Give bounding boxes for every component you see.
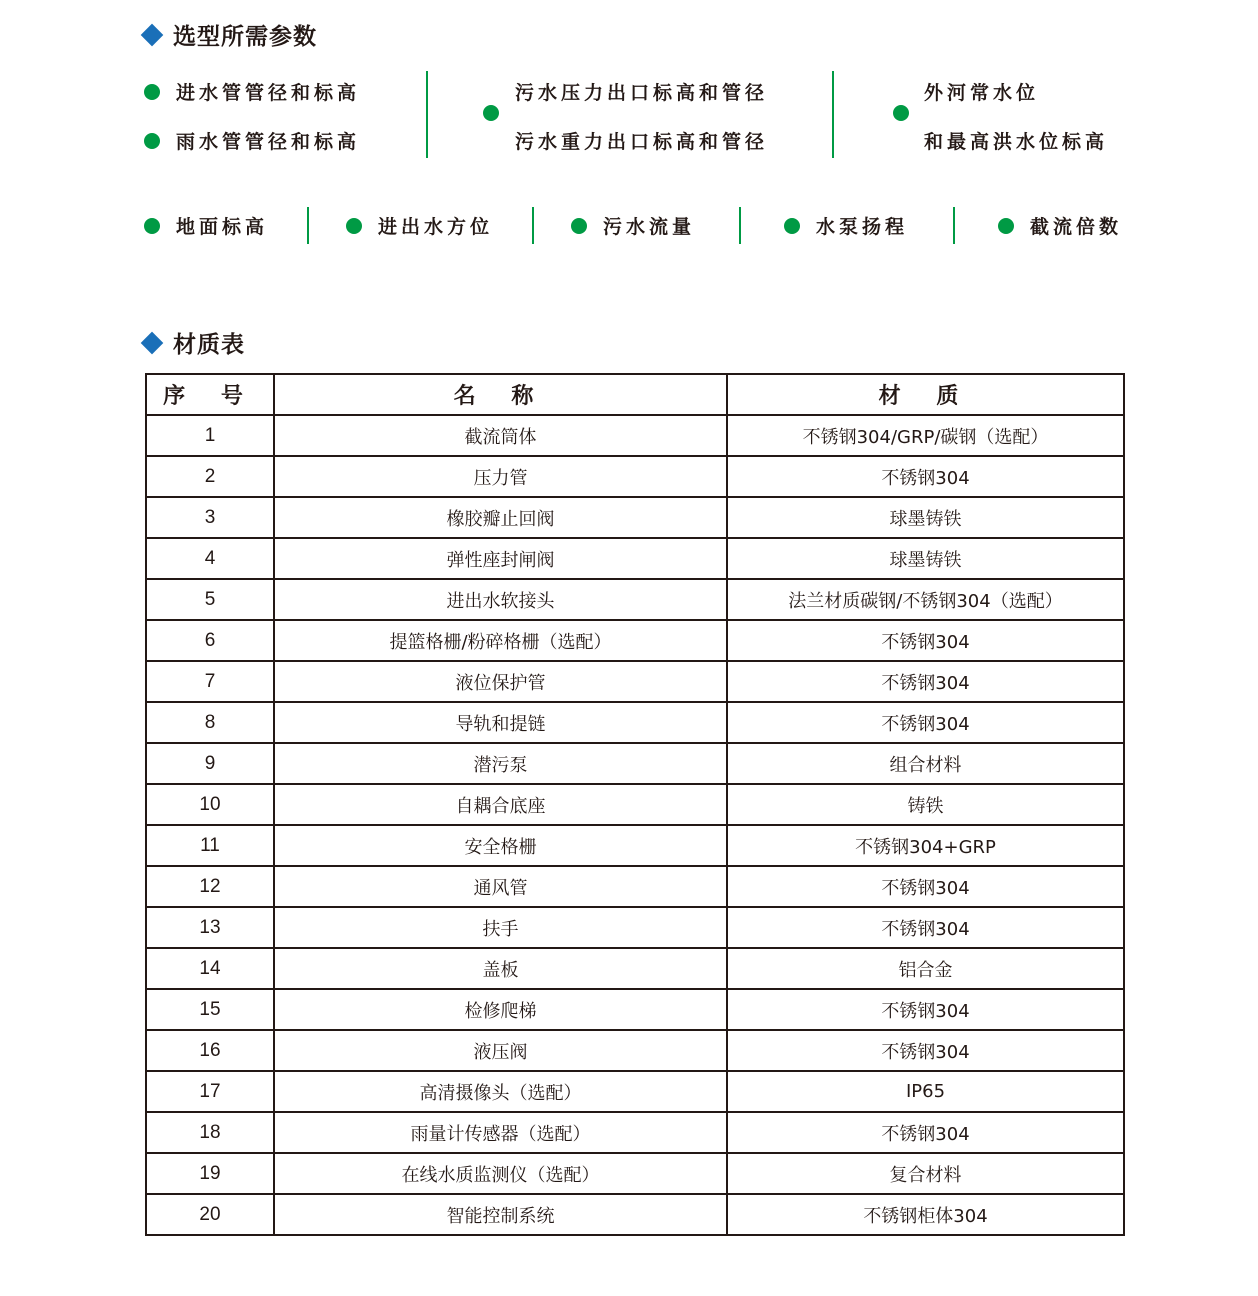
table-row (146, 866, 1124, 907)
cell-material: 法兰材质碳钢/不锈钢304（选配） (727, 579, 1124, 620)
param-label: 地面标高 (176, 216, 269, 238)
cell-name: 液压阀 (274, 1030, 727, 1071)
section-title-params (140, 18, 317, 51)
param-label: 外河常水位 (924, 82, 1040, 104)
param-label: 水泵扬程 (816, 216, 909, 238)
cell-no: 17 (146, 1071, 274, 1112)
cell-no: 18 (146, 1112, 274, 1153)
cell-name: 导轨和提链 (274, 702, 727, 743)
param-item (784, 212, 908, 239)
cell-name: 高清摄像头（选配） (274, 1071, 727, 1112)
param-item (571, 212, 695, 239)
table-row (146, 825, 1124, 866)
cell-no: 16 (146, 1030, 274, 1071)
table-row (146, 1112, 1124, 1153)
cell-material: 铝合金 (727, 948, 1124, 989)
table-row (146, 1030, 1124, 1071)
cell-no: 6 (146, 620, 274, 661)
cell-material: 组合材料 (727, 743, 1124, 784)
cell-no: 8 (146, 702, 274, 743)
cell-no: 15 (146, 989, 274, 1030)
cell-name: 截流筒体 (274, 415, 727, 456)
table-row (146, 907, 1124, 948)
cell-no: 12 (146, 866, 274, 907)
cell-no: 5 (146, 579, 274, 620)
green-dot-icon (784, 218, 800, 234)
cell-no: 11 (146, 825, 274, 866)
cell-no: 10 (146, 784, 274, 825)
table-row (146, 661, 1124, 702)
cell-no: 9 (146, 743, 274, 784)
divider (307, 207, 309, 244)
section-title-text: 材质表 (173, 332, 245, 358)
table-row (146, 1194, 1124, 1235)
cell-material: IP65 (727, 1071, 1124, 1112)
param-label: 污水重力出口标高和管径 (515, 131, 769, 153)
cell-no: 14 (146, 948, 274, 989)
cell-material: 球墨铸铁 (727, 538, 1124, 579)
param-label: 进水管管径和标高 (176, 82, 361, 104)
header-name: 名 称 (274, 374, 727, 415)
table-row (146, 1071, 1124, 1112)
divider (426, 71, 428, 158)
table-row (146, 415, 1124, 456)
divider (953, 207, 955, 244)
green-dot-icon (483, 105, 499, 121)
divider (739, 207, 741, 244)
param-label: 和最高洪水位标高 (924, 131, 1109, 153)
param-item (144, 78, 360, 105)
param-label: 污水压力出口标高和管径 (515, 82, 769, 104)
cell-material: 不锈钢304 (727, 702, 1124, 743)
param-item (144, 127, 360, 154)
param-label: 污水流量 (603, 216, 696, 238)
header-material: 材 质 (727, 374, 1124, 415)
green-dot-icon (144, 133, 160, 149)
param-label: 截流倍数 (1030, 216, 1123, 238)
cell-no: 3 (146, 497, 274, 538)
green-dot-icon (346, 218, 362, 234)
cell-name: 自耦合底座 (274, 784, 727, 825)
section-title-materials (140, 326, 245, 359)
table-row (146, 456, 1124, 497)
cell-name: 通风管 (274, 866, 727, 907)
param-label: 进出水方位 (378, 216, 494, 238)
cell-name: 潜污泵 (274, 743, 727, 784)
cell-no: 7 (146, 661, 274, 702)
cell-material: 不锈钢304 (727, 1030, 1124, 1071)
cell-no: 13 (146, 907, 274, 948)
table-row (146, 497, 1124, 538)
green-dot-icon (571, 218, 587, 234)
table-row (146, 620, 1124, 661)
green-dot-icon (144, 84, 160, 100)
cell-material: 铸铁 (727, 784, 1124, 825)
divider (532, 207, 534, 244)
cell-no: 19 (146, 1153, 274, 1194)
cell-name: 进出水软接头 (274, 579, 727, 620)
cell-material: 不锈钢304+GRP (727, 825, 1124, 866)
table-row (146, 702, 1124, 743)
cell-name: 液位保护管 (274, 661, 727, 702)
param-item (144, 212, 268, 239)
cell-name: 弹性座封闸阀 (274, 538, 727, 579)
cell-no: 20 (146, 1194, 274, 1235)
cell-name: 在线水质监测仪（选配） (274, 1153, 727, 1194)
table-header-row (146, 374, 1124, 415)
param-item (346, 212, 493, 239)
materials-table (145, 373, 1125, 1236)
cell-material: 不锈钢304 (727, 620, 1124, 661)
param-item (998, 212, 1122, 239)
cell-name: 提篮格栅/粉碎格栅（选配） (274, 620, 727, 661)
cell-material: 不锈钢柜体304 (727, 1194, 1124, 1235)
diamond-bullet-icon (141, 331, 164, 354)
green-dot-icon (998, 218, 1014, 234)
cell-material: 复合材料 (727, 1153, 1124, 1194)
table-row (146, 784, 1124, 825)
cell-material: 球墨铸铁 (727, 497, 1124, 538)
cell-material: 不锈钢304 (727, 661, 1124, 702)
cell-name: 检修爬梯 (274, 989, 727, 1030)
green-dot-icon (144, 218, 160, 234)
header-no: 序 号 (146, 374, 274, 415)
cell-no: 4 (146, 538, 274, 579)
table-row (146, 743, 1124, 784)
cell-name: 橡胶瓣止回阀 (274, 497, 727, 538)
green-dot-icon (893, 105, 909, 121)
cell-no: 1 (146, 415, 274, 456)
cell-no: 2 (146, 456, 274, 497)
cell-material: 不锈钢304 (727, 907, 1124, 948)
cell-name: 压力管 (274, 456, 727, 497)
table-row (146, 579, 1124, 620)
cell-material: 不锈钢304 (727, 1112, 1124, 1153)
table-row (146, 989, 1124, 1030)
table-row (146, 1153, 1124, 1194)
param-label: 雨水管管径和标高 (176, 131, 361, 153)
cell-name: 盖板 (274, 948, 727, 989)
cell-name: 扶手 (274, 907, 727, 948)
cell-name: 智能控制系统 (274, 1194, 727, 1235)
cell-material: 不锈钢304 (727, 866, 1124, 907)
table-row (146, 948, 1124, 989)
section-title-text: 选型所需参数 (173, 24, 317, 50)
cell-material: 不锈钢304 (727, 456, 1124, 497)
table-row (146, 538, 1124, 579)
cell-material: 不锈钢304/GRP/碳钢（选配） (727, 415, 1124, 456)
divider (832, 71, 834, 158)
cell-name: 安全格栅 (274, 825, 727, 866)
diamond-bullet-icon (141, 23, 164, 46)
cell-name: 雨量计传感器（选配） (274, 1112, 727, 1153)
cell-material: 不锈钢304 (727, 989, 1124, 1030)
